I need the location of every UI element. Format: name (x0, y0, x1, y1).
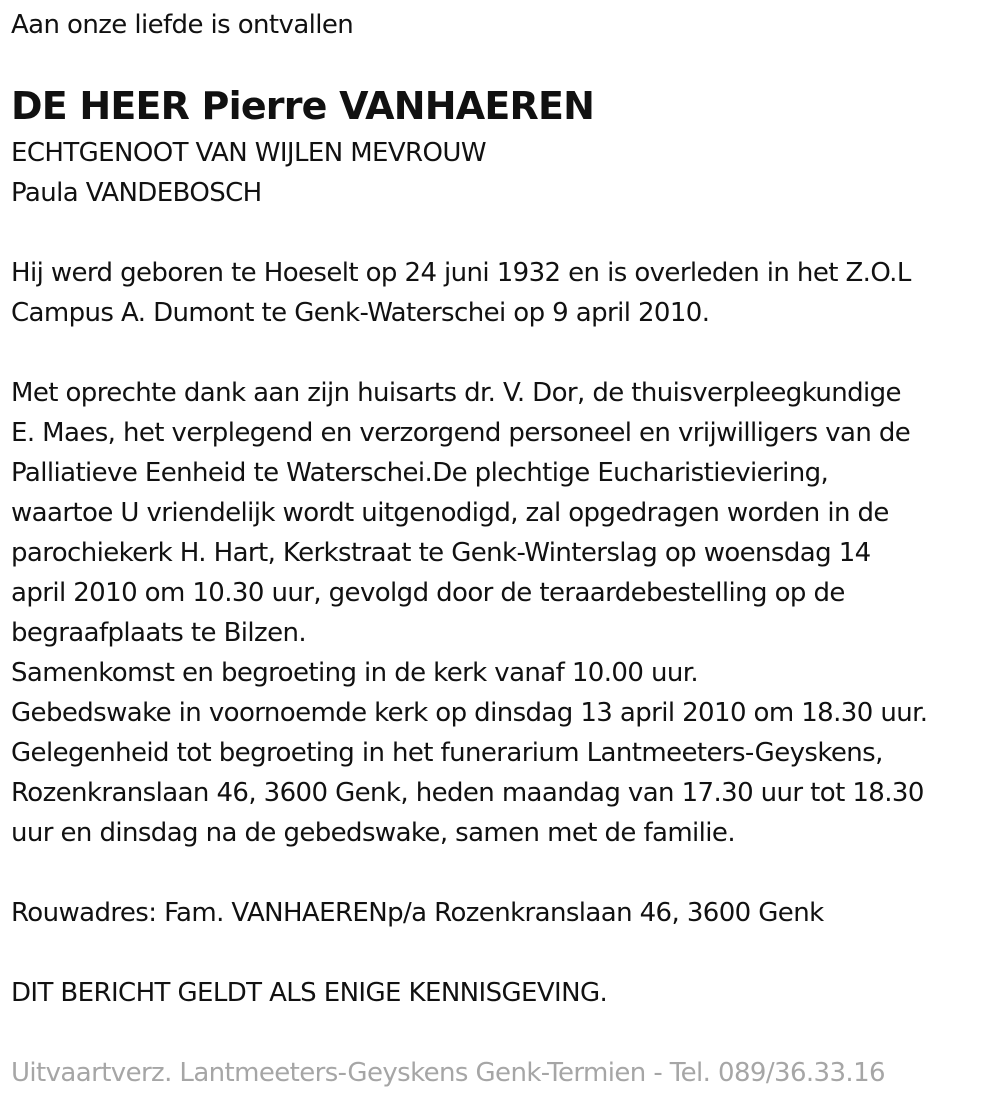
notice-block (11, 973, 607, 1013)
paragraph-line: parochiekerk H. Hart, Kerkstraat te Genk-Winterslag op woensdag 14 (11, 538, 871, 568)
paragraph-line: E. Maes, het verplegend en verzorgend personeel en vrijwilligers van de (11, 418, 911, 448)
birth-death-paragraph (11, 253, 911, 333)
deceased-name: DE HEER Pierre VANHAEREN (11, 84, 595, 128)
paragraph-line: Samenkomst en begroeting in de kerk vanaf 10.00 uur. (11, 658, 699, 688)
spouse-line: Paula VANDEBOSCH (11, 178, 262, 208)
paragraph-line: Rozenkranslaan 46, 3600 Genk, heden maandag van 17.30 uur tot 18.30 (11, 778, 924, 808)
mourning-address-block (11, 893, 824, 933)
paragraph-line: Campus A. Dumont te Genk-Waterschei op 9 april 2010. (11, 298, 710, 328)
mourning-address: Rouwadres: Fam. VANHAERENp/a Rozenkranslaan 46, 3600 Genk (11, 898, 824, 928)
paragraph-line: begraafplaats te Bilzen. (11, 618, 307, 648)
paragraph-line: Hij werd geboren te Hoeselt op 24 juni 1932 en is overleden in het Z.O.L (11, 258, 911, 288)
paragraph-line: Gelegenheid tot begroeting in het funerarium Lantmeeters-Geyskens, (11, 738, 883, 768)
funeral-home-footer: Uitvaartverz. Lantmeeters-Geyskens Genk-Termien - Tel. 089/36.33.16 (11, 1058, 885, 1088)
paragraph-line: april 2010 om 10.30 uur, gevolgd door de teraardebestelling op de (11, 578, 845, 608)
thanks-and-ceremony-paragraph (11, 373, 927, 853)
paragraph-line: Gebedswake in voornoemde kerk op dinsdag 13 april 2010 om 18.30 uur. (11, 698, 928, 728)
intro-text: Aan onze liefde is ontvallen (11, 10, 354, 40)
paragraph-line: Palliatieve Eenheid te Waterschei.De plechtige Eucharistieviering, (11, 458, 829, 488)
notice-text: DIT BERICHT GELDT ALS ENIGE KENNISGEVING. (11, 978, 608, 1008)
spouse-block (11, 133, 486, 213)
paragraph-line: waartoe U vriendelijk wordt uitgenodigd, zal opgedragen worden in de (11, 498, 889, 528)
paragraph-line: uur en dinsdag na de gebedswake, samen met de familie. (11, 818, 735, 848)
spouse-line: ECHTGENOOT VAN WIJLEN MEVROUW (11, 138, 486, 168)
paragraph-line: Met oprechte dank aan zijn huisarts dr. V. Dor, de thuisverpleegkundige (11, 378, 901, 408)
